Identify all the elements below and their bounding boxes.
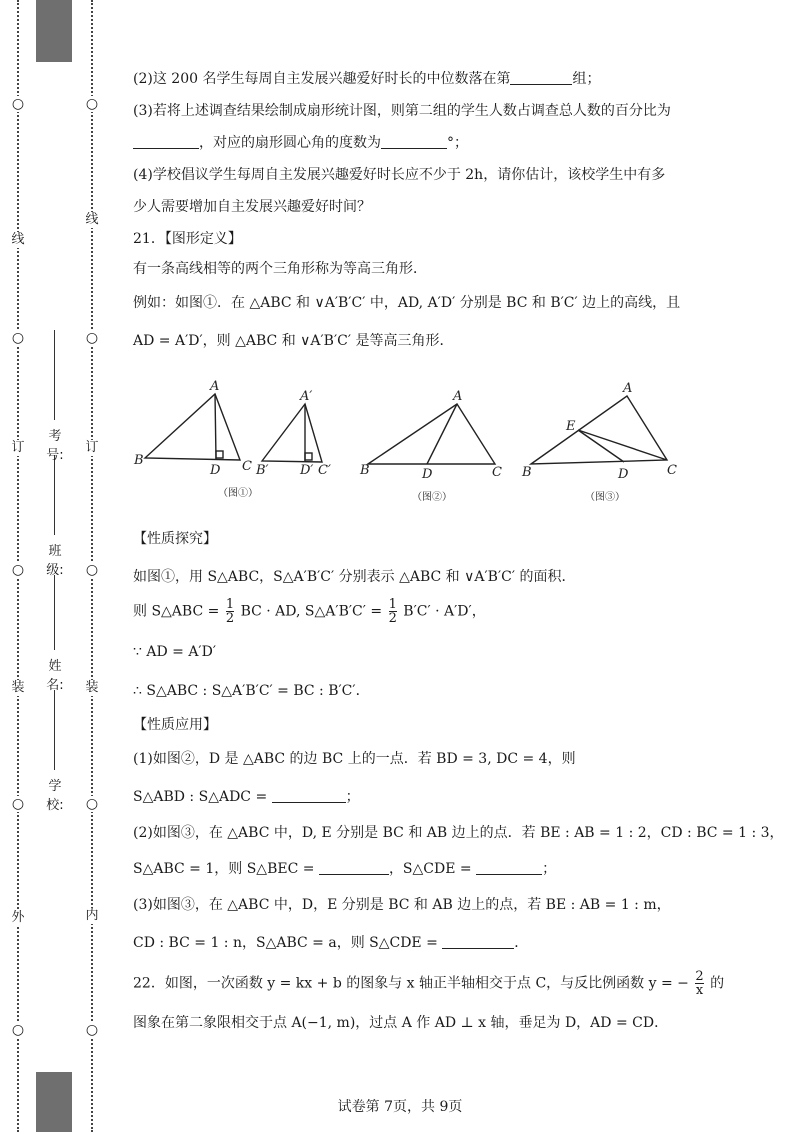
- section-apply: 【性质应用】: [133, 717, 217, 733]
- label-D: D: [618, 467, 629, 482]
- label-D-prime: D′: [300, 463, 314, 478]
- label-A: A: [210, 379, 220, 394]
- answer-blank: [272, 788, 346, 803]
- inner-mark-zhuang: 装: [81, 680, 103, 696]
- q20-part3-line1: (3)若将上述调查结果绘制成扇形统计图，则第二组的学生人数占调查总人数的百分比为: [133, 103, 671, 119]
- outer-mark-column: [7, 0, 29, 1132]
- q21-definition: 有一条高线相等的两个三角形称为等高三角形．: [133, 261, 427, 277]
- q20-part2: (2)这 200 名学生每周自主发展兴趣爱好时长的中位数落在第 组；: [133, 71, 601, 87]
- q20-part3-line2: ，对应的扇形圆心角的度数为 °；: [133, 132, 468, 152]
- section-explore: 【性质探究】: [133, 531, 217, 547]
- fig1-caption: （图①）: [218, 488, 258, 499]
- q20-part4-line1: (4)学校倡议学生每周自主发展兴趣爱好时长应不少于 2h，请你估计，该校学生中有多: [133, 167, 666, 183]
- inner-mark-xian: 线: [81, 212, 103, 228]
- label-C: C: [242, 459, 252, 474]
- outer-mark-zhuang: 装: [7, 680, 29, 696]
- exam-number-line: [54, 330, 55, 420]
- triangle-figures: [130, 378, 690, 508]
- class-label: 班级:: [46, 544, 64, 578]
- name-line: [54, 575, 55, 650]
- explore-because: ∵ AD = A′D′: [133, 644, 217, 660]
- outer-mark-xian: 线: [7, 232, 29, 248]
- school-label: 学校:: [46, 779, 64, 813]
- fig1-prime-right-angle: [305, 453, 312, 460]
- label-E: E: [566, 419, 576, 434]
- school-line: [54, 690, 55, 770]
- answer-blank: [381, 134, 447, 149]
- circle-icon: ○: [81, 796, 103, 812]
- label-B-prime: B′: [256, 463, 269, 478]
- explore-line1: 如图①，用 S△ABC，S△A′B′C′ 分别表示 △ABC 和 ∨A′B′C′ 的面积．: [133, 569, 576, 585]
- label-A-prime: A′: [300, 389, 313, 404]
- binding-sidebar: [0, 0, 108, 1132]
- label-A: A: [453, 389, 463, 404]
- q22-line2: 图象在第二象限相交于点 A(−1, m)，过点 A 作 AD ⊥ x 轴，垂足为 D，AD = CD．: [133, 1015, 669, 1031]
- fraction-half: $\frac{1}{2}$: [388, 597, 397, 626]
- circle-icon: ○: [7, 96, 29, 112]
- fig1-right-angle: [216, 451, 223, 458]
- answer-blank: [319, 860, 389, 875]
- label-C: C: [667, 463, 677, 478]
- inner-mark-column: [81, 0, 103, 1132]
- fraction-2-over-x: $\frac{2}{x}$: [695, 969, 704, 998]
- apply-part3-line2: CD : BC = 1 : n，S△ABC = a，则 S△CDE = ．: [133, 935, 529, 951]
- label-B: B: [360, 463, 370, 478]
- apply-part1-line1: (1)如图②，D 是 △ABC 的边 BC 上的一点．若 BD = 3, DC = 4，则: [133, 751, 576, 767]
- circle-icon: ○: [81, 1022, 103, 1038]
- label-A: A: [623, 381, 633, 396]
- inner-mark-ding: 订: [81, 440, 103, 456]
- answer-blank: [510, 70, 572, 85]
- class-line: [54, 455, 55, 535]
- q20-part4-line2: 少人需要增加自主发展兴趣爱好时间？: [133, 199, 371, 215]
- circle-icon: ○: [7, 562, 29, 578]
- circle-icon: ○: [7, 330, 29, 346]
- student-info-column: [40, 0, 70, 1132]
- answer-blank: [476, 860, 542, 875]
- fig2-cevian: [427, 404, 457, 464]
- label-B: B: [522, 465, 532, 480]
- fig3-segment-ed: [578, 430, 624, 462]
- q22-line1: 22．如图，一次函数 y = kx + b 的图象与 x 轴正半轴相交于点 C，与反比例函数 y = − $\frac{2}{x}$ 的: [133, 969, 725, 998]
- q21-example-line1: 例如：如图①．在 △ABC 和 ∨A′B′C′ 中，AD, A′D′ 分别是 BC 和 B′C′ 边上的高线，且: [133, 295, 681, 311]
- label-B: B: [134, 453, 144, 468]
- circle-icon: ○: [81, 96, 103, 112]
- apply-part2-line1: (2)如图③，在 △ABC 中，D, E 分别是 BC 和 AB 边上的点．若 BE : AB = 1 : 2，CD : BC = 1 : 3，: [133, 825, 784, 841]
- answer-blank: [133, 134, 199, 149]
- fig1-triangle: [145, 394, 240, 460]
- label-C: C: [492, 465, 502, 480]
- fig2-caption: （图②）: [412, 492, 452, 503]
- circle-icon: ○: [7, 796, 29, 812]
- answer-blank: [442, 934, 514, 949]
- exam-number-label: 考号:: [46, 429, 64, 463]
- apply-part3-line1: (3)如图③，在 △ABC 中，D，E 分别是 BC 和 AB 边上的点，若 BE : AB = 1 : m，: [133, 897, 671, 913]
- fig3-caption: （图③）: [585, 492, 625, 503]
- label-D: D: [422, 467, 433, 482]
- circle-icon: ○: [81, 562, 103, 578]
- fig3-segment-ec: [578, 430, 667, 460]
- inner-mark-nei: 内: [81, 908, 103, 924]
- explore-formula: 则 S△ABC = $\frac{1}{2}$ BC · AD, S△A′B′C′ = $\frac{1}{2}$ B′C′ · A′D′，: [133, 597, 486, 626]
- label-C-prime: C′: [318, 463, 331, 478]
- fig1-prime-triangle: [262, 404, 322, 462]
- name-label: 姓名:: [46, 659, 64, 693]
- q21-example-line2: AD = A′D′，则 △ABC 和 ∨A′B′C′ 是等高三角形．: [133, 333, 454, 349]
- explore-therefore: ∴ S△ABC : S△A′B′C′ = BC : B′C′．: [133, 683, 370, 699]
- label-D: D: [210, 463, 221, 478]
- apply-part1-line2: S△ABD : S△ADC = ；: [133, 789, 360, 805]
- circle-icon: ○: [7, 1022, 29, 1038]
- apply-part2-line2: S△ABC = 1，则 S△BEC = ，S△CDE = ；: [133, 861, 557, 877]
- fig1-altitude: [215, 394, 216, 459]
- q21-title: 21．【图形定义】: [133, 231, 242, 247]
- circle-icon: ○: [81, 330, 103, 346]
- fraction-half: $\frac{1}{2}$: [225, 597, 235, 626]
- outer-mark-wai: 外: [7, 910, 29, 926]
- page-footer: 试卷第 7页，共 9页: [337, 1099, 463, 1115]
- outer-mark-ding: 订: [7, 440, 29, 456]
